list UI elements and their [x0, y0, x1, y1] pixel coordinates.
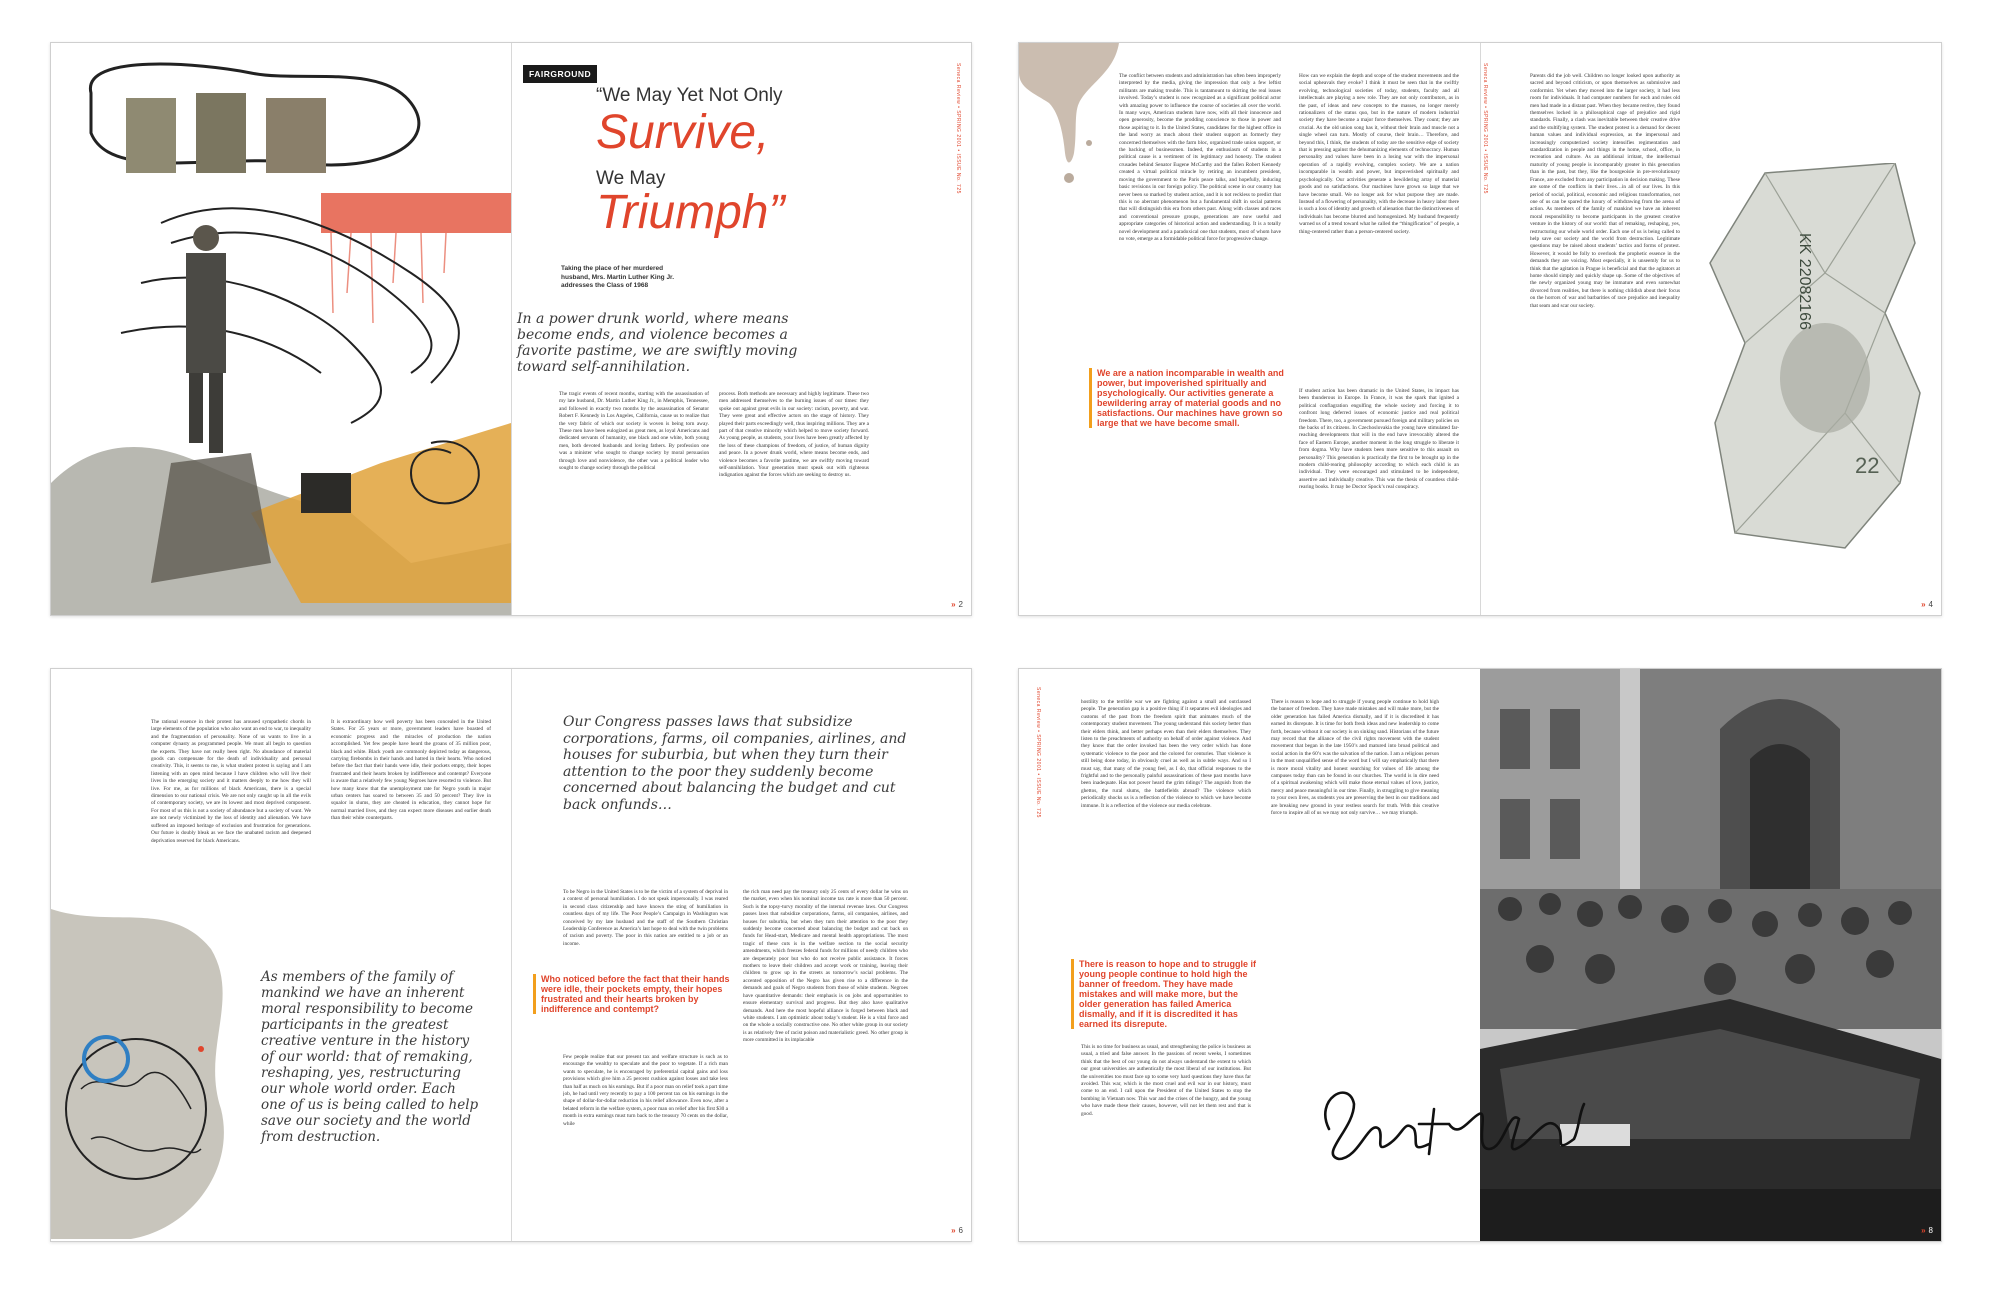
- title-triumph: Triumph”: [596, 186, 785, 239]
- spread-pages-2-3: [50, 42, 972, 616]
- body-column-2-top: How can we explain the depth and scope of the student movements and the social upheavals they evoke? I think it must be seen that in the swiftly evolving, technological societies of today, students, faculty and all intellectuals are playing a new role. They are not only contributors, as in the past, of ideas and new concepts to the masses, no longer merely rationalizers of the status quo, but in the nature of modern industrial society they have become a major force themselves. They count; they are crucial. As the old union song has it, without their brain and muscle not a single wheel can turn. Mostly of course, their brain… Therefore, and beyond this, I think, the students of today are the sensitive edge of society that is pressing against the dehumanizing elements of technocracy. Human personality and values have been in a losing war with the impersonal operation of a rapidly evolving, complex society. We are a nation incomparable in wealth and power, but impoverished spiritually and psychologically. Our activities generate a bewildering array of material goods and no satisfactions. Our machines have grown so large that we have become small. We no longer ask for what purpose they are made. Instead of a flowering of personality, with the decrease in heavy labor there is such a loss of identity and growth of alienation that the distinctiveness of individuals has become blurred and homogenized. My husband frequently warned us of a trend toward what he called the “thingification” of people, a thing-centered rather than a person-centered society.: [1299, 73, 1459, 235]
- title-line-1: “We May Yet Not Only: [596, 85, 783, 106]
- page-7: [511, 669, 971, 1241]
- body-column-1: hostility to the terrible war we are fighting against a small and outclassed people. The generation gap is a positive thing if it separates evil ideologies and customs of the past from the freedom spirit that animates much of the contemporary student movement. The young understand this society better than their elders think, and better perhaps even than their elders themselves. They listen to the preachments of authority on behalf of order against violence. And they know that the order invoked has been the very order which has done systematic violence to the poor and the colored for centuries. That violence is still being done today, in obviously cruel as well as in subtle ways. And so I must say, that many of the young feel, as I do, that official responses to the frightful and to the personally painful assassinations of these past months have been inadequate. Has not power heard the grim tidings? The anguish from the ghettos, the rural slums, the battlefields abroad? The violence which periodically shocks us is a reflection of the violence to which we have become immune. It is a reflection of the violence our media celebrate.: [1081, 699, 1251, 809]
- title-survive: Survive,: [596, 106, 770, 159]
- body-column-2: process. Both methods are necessary and highly legitimate. These two men addressed themselves to the burning issues of our times: they spoke out against great evils in our society: racism, poverty, and war. They were great and effective actors on the stage of history. They played their parts exceedingly well, thus inspiring millions. They are a part of that creative minority which helped to move society forward. As young people, as students, your lives have been greatly affected by the loss of these champions of freedom, of justice, of human dignity and peace. In a power drunk world, where means become ends, and violence becomes a favorite pastime, we are swiftly moving toward self-annihilation. Your generation must speak out with righteous indignation against the forces which are seeking to destroy us.: [719, 391, 869, 479]
- deck-right: Our Congress passes laws that subsidize corporations, farms, oil companies, airlines, and houses for suburbia, but when they turn their attention to the poor they suddenly become concerned about balancing the budget and cut back onfunds…: [563, 714, 907, 813]
- body-column-3-bottom: Few people realize that our present tax and welfare structure is such as to encourage the wealthy to speculate and the poor to vegetate. If a rich man wants to speculate, he is encouraged by preferential capital gains and loss provisions which give him a 25 percent cushion against losses and take less than half as much on his earnings. But if a poor man on relief took a part time job, he had until very recently to pay a 100 percent tax on his earnings in the shape of dollar-for-dollar reduction in his relief allowance. Even now, after a belated reform in the welfare system, a poor man on relief after his first $30 a month in extra earnings must turn back to the treasury 70 cents on the dollar, while: [563, 1054, 728, 1127]
- folio-page-8: » 8: [1921, 1226, 1933, 1235]
- pull-quote-left: As members of the family of mankind we have an inherent moral responsibility to become participants in the greatest creative venture in the history of our world: that of remaking, reshaping, yes, restructuring our whole world order. Each one of us is being called to help save our society and the world from destruction.: [261, 969, 479, 1145]
- globe-watercolor-illustration: [51, 909, 241, 1239]
- body-column-1: The conflict between students and administration has often been improperly interpreted by the media, giving the impression that only a few leftist militants are making trouble. This is tantamount to skirting the real issues involved. Today’s student is now recognized as a significant political actor with amazing power to influence the course of societies all over the world. In many ways, American students have now, with all their innocence and open generosity, become the prodding conscience to those in power and those aspiring to it. In the United States, candidates for the highest office in the land worry as much about their student support as formerly they concerned themselves with the farm bloc, organized trade union support, or the backing of businessmen. Indeed, the enthusiasm of students in a political cause is a vertiment of its legitimacy and honesty. The student crusades behind Senator Eugene McCarthy and the fallen Robert Kennedy created a virtual political miracle by retiring an incumbent president, moving the government to the Paris peace talks, and hopefully, inducing basic revisions in our foreign policy. The political scene in our country has never been so marked by student action, and it is not reckless to predict that this is no aberrant phenomenon but a fundamental shift in social patterns that will distinguish this era from others past. Along with classes and races and conventional pressure groups, generations are now useful and appropriate categories of historical action and understanding. It is a totally novel development and a paradoxical one that students, most of whom have no vote, emerge as a formidable political force for progressive change.: [1119, 73, 1281, 242]
- spread-pages-6-7: [50, 668, 972, 1242]
- body-column-1: The tragic events of recent months, starting with the assassination of my late husband, Dr. Martin Luther King Jr., in Memphis, Tennessee, and followed in exactly two months by the assassination of Senator Robert F. Kennedy in Los Angeles, California, cause us to realize that the very fabric of which our society is woven is being torn away. These men have been eulogized as great men, as loyal Americans and dedicated servants of humanity, one black and one white, both young men, both devoted husbands and loving fathers. By profession one was a minister who sought to change society by moral persuasion through love and nonviolence, the other was a political leader who sought to change society through the political: [559, 391, 709, 472]
- pull-quote: There is reason to hope and to struggle if young people continue to hold high the banner of freedom. They have made mistakes and will make more, but the older generation has failed America dismally, and if it is discredited it has earned its disrepute.: [1071, 959, 1259, 1029]
- page-4: [1019, 43, 1480, 615]
- section-kicker: FAIRGROUND: [523, 65, 597, 83]
- pull-quote-right: Who noticed before the fact that their hands were idle, their pockets empty, their hopes frustrated and their hearts broken by indifference and contempt?: [533, 974, 731, 1014]
- folio-page-4: » 4: [1921, 600, 1933, 609]
- running-head: Seneca Review • SPRING 2001 • ISSUE No. 725: [1035, 687, 1041, 818]
- body-column-1-bottom: This is no time for business as usual, and strengthening the police is business as usual, a tried and false answer. In the passions of recent weeks, I sometimes think that the best of our young do not always understand the extent to which our great universities are authentically the most liberal of our institutions. But the universities too must face up to some very hard questions they have thus far avoided. This war, which is the most cruel and evil war in our history, must come to an end. I call upon the President of the United States to stop the bombing in Vietnam now. This war and the crises of the hungry, and the young who have made these their causes, however, will not let them rest and that is good.: [1081, 1044, 1251, 1117]
- body-column-1: The rational essence in their protest has aroused sympathetic chords in large elements of the population who also want an end to war, to inequality and the fragmentation of personality. None of us wants to live in a computer dynasty as programmed people. We must all begin to question the experts. They have not really been right. No abundance of material goods can compensate for the death of individuality and personal creativity. This, it seems to me, is what student protest is saying and I am listening with an open mind because I have children who will live their lives in the emerging society and it matters deeply to me how they will live. For me, as for millions of black Americans, there is a special dimension to our national crisis. We are not only caught up in all the evils of contemporary society, we are its lowest and most deprived component. For most of us this is not a society of abundance but a society of want. We are not newly victimized by the loss of identity and alienation. We have suffered an imposed heritage of exclusion and frustration for generations. Our future is doubly bleak as we face the unabated racism and deepened deprivation reserved for black Americans.: [151, 719, 311, 844]
- crumpled-dollar-bill: [1705, 163, 1925, 553]
- deck: In a power drunk world, where means become ends, and violence becomes a favorite pastime, we are swiftly moving toward self-annihilation.: [517, 311, 798, 375]
- spread-pages-8-9: [1018, 668, 1942, 1242]
- page-3: [511, 43, 971, 615]
- signature-coretta-scott-king: [1309, 1059, 1609, 1179]
- body-column-2-bottom: If student action has been dramatic in the United States, its impact has been thunderous in Europe. In France, it was the spark that ignited a political conflagration engulfing the whole society and forcing it to confront long deferred issues of economic justice and real political freedom. There, too, a government pursued foreign and military policies on the backs of its citizens. In Czechoslovakia the young have stimulated far-reaching developments that will in the end have irrevocably altered the face of Eastern Europe, another moment in the long struggle to liberate it from dogma. Why have students been more sensitive to this assault on personality? This generation is practically the first to be brought up in the modern child-rearing philosophy according to which each child is an individual. They were encouraged and stimulated to be independent, assertive and individually creative. This was the thesis of countless child-rearing books. It may be Doctor Spock’s real conspiracy.: [1299, 388, 1459, 491]
- running-head: Seneca Review • SPRING 2001 • ISSUE No. 725: [1482, 63, 1488, 194]
- illustration-man-collage: [51, 43, 511, 615]
- body-column-3: To be Negro in the United States is to be the victim of a system of deprival in a context of personal humiliation. I do not speak impersonally. I was reared in second class citizenship and have known the sting of humiliation in countless days of my life. The Poor People’s Campaign in Washington was conceived by my late husband and the staff of the Southern Christian Leadership Conference as America’s last hope to deal with the twin problems of racism and poverty. The poor in this nation are entitled to a job or an income.: [563, 889, 728, 947]
- running-head: Seneca Review • SPRING 2001 • ISSUE No. 725: [955, 63, 961, 194]
- coffee-stain-illustration: [1019, 43, 1129, 203]
- folio-page-2: » 2: [951, 600, 963, 609]
- svg-text:22: 22: [1855, 453, 1880, 478]
- body-column-2: It is extraordinary how well poverty has been concealed in the United States. For 25 years or more, government leaders have boasted of economic progress and the miracles of production the nation accomplished. Yet few people have heard the groans of 35 million poor, black and white. Black youth are commonly depicted today as dangerous, carrying firebombs in their hands and hatred in their hearts. Who noticed before the fact that their hands were idle, their pockets empty, their hopes frustrated and their hearts broken by indifference and contempt? Everyone is aware that a relatively few young Negroes have resorted to violence. But how many know that the unemployment rate for Negro youth in major urban centers has soared to between 35 and 50 percent? They live in squalor in slums, they are cheated in education, they cannot hope for normal married lives, and they can expect more diseases and earlier death than their white counterparts.: [331, 719, 491, 822]
- body-column-3: Parents did the job well. Children no longer looked upon authority as sacred and beyond criticism, or upon themselves as submissive and conformist. Yet when they moved into the larger society, it had less room for individuals. It had computer numbers for each and rules old men had made in a distant past. When they became restive, they found themselves locked in a philosophical cage of prejudice and rigid standards. Finally, a clash was inevitable between their creative drive and the stultifying system. The student protest is a demand for decent human values and individual expression, as the impersonal and increasingly computerized society intensifies regimentation and standardization in people and things in the home, school, office, in recreation and culture. As an additional irritant, the intellectual maturity of young people is incomparably greater in this generation than in the past, but they, like the bourgeoisie in pre-revolutionary France, are excluded from any participation in decision making. These are some of the conflicts in their lives…in all of our lives. In this period of social, political, economic and religious transformation, not one of us can be spared the luxury of withdrawing from the arena of action. As members of the family of mankind we have an inherent moral responsibility to become participants in the greatest creative venture in the history of our world: that of remaking, reshaping, yes, restructuring our whole world order. Each one of us is being called to help save our society and the world from destruction. Legitimate questions may be raised about students’ tactics and forms of protest. However, it would be folly to overlook the prophetic essence in the demands they are voicing. Most especially, it is unseemly for us to think that the agitation in Prague is beneficial and that the agitators at home should simply and quickly shape up. Some of the objectives of the newly organized young may be immature and even somewhat divorced from realities, but there is nothing childish about their focus on the horrors of war and barbarities of race prejudice and inequality that seam and scar our society.: [1530, 73, 1680, 309]
- subtitle: Taking the place of her murdered husband, Mrs. Martin Luther King Jr. addresses the Class of 1968: [561, 265, 675, 289]
- body-column-4: the rich man need pay the treasury only 25 cents of every dollar he wins on the market, even when his nominal income tax rate is more than 50 percent. Such is the topsy-turvy morality of the internal revenue laws. Our Congress passes laws that subsidize corporations, farms, oil companies, airlines, and houses for suburbia, but when they turn their attention to the poor they suddenly become concerned about balancing the budget and cut back on funds for Head-start, Medicare and mental health appropriations. The most tragic of these cuts is in the welfare section to the social security amendments, which freezes federal funds for millions of needy children who are desperately poor but who do not receive public assistance. It forces mothers to leave their children and accept work or training, leaving their children to grow up in the streets as tomorrow’s social problems. The accented opposition of the Negro has given rise to a difference in the demands and goals of Negro students from those of white students. Negroes have quantitative demands: their emphasis is on jobs and opportunities to ensure elementary survival and progress. But they also have qualitative demands. And here the most hopeful alliance is forged between black and white students. I am optimistic about today’s student. He is a vital force and on the whole a socially constructive one. No other white group in our society is as relatively free of racist poison and materialistic greed. No other group is more committed in its implacable: [743, 889, 908, 1044]
- svg-text:KK 22082166: KK 22082166: [1796, 233, 1813, 330]
- title-line-2: We May: [596, 168, 666, 189]
- page-6: [51, 669, 511, 1241]
- body-column-2: There is reason to hope and to struggle if young people continue to hold high the banner of freedom. They have made mistakes and will make more, but the older generation has failed America dismally, and if it is discredited it has earned its disrepute. It is time for both fresh ideas and new leadership to come forth, because without it our society is on sinking sand. Historians of the future may record that the alliance of the civil rights movement with the student movement that began in the late 1950’s and matured into broad political and social action in the 60’s was the salvation of the nation. I am a religious person in the most unqualified sense of the word but I will say emphatically that there is more moral vitality and honest searching for values of life among the campuses today than can be found in our churches. The world is in dire need of a spiritual awakening which will make those eternal values of love, justice, mercy and peace meaningful in our time. Finally, in struggling to give meaning to your own lives, as students you are preserving the best in our traditions and are breaking new ground in your restless search for truth. With this creative force to inspire all of us we may not only survive… we may triumph.: [1271, 699, 1439, 817]
- pull-quote: We are a nation incomparable in wealth and power, but impoverished spiritually and psychologically. Our activities generate a bewildering array of material goods and no satisfactions. Our machines have grown so large that we have become small.: [1089, 368, 1289, 428]
- page-2: [51, 43, 511, 615]
- page-5: [1480, 43, 1941, 615]
- spread-pages-4-5: [1018, 42, 1942, 616]
- folio-page-6: » 6: [951, 1226, 963, 1235]
